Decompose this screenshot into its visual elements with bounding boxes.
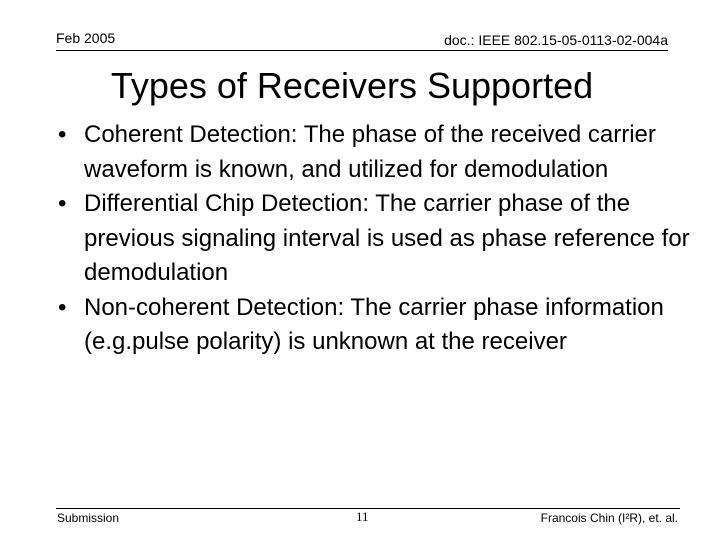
header-date: Feb 2005	[56, 30, 116, 46]
bullet-marker: •	[58, 121, 67, 148]
bullet-item	[54, 187, 694, 291]
header-divider	[56, 50, 668, 51]
bullet-item	[54, 118, 694, 187]
footer-author: Francois Chin (I²R), et. al.	[540, 511, 678, 525]
slide-title	[0, 64, 720, 108]
bullet-list	[54, 118, 694, 360]
header-doc-id: doc.: IEEE 802.15-05-0113-02-004a	[444, 32, 668, 48]
bullet-marker: •	[58, 293, 67, 321]
bullet-text: Coherent Detection: The phase of the received carrier waveform is known, and utilized for demodulation	[84, 121, 656, 183]
footer-submission: Submission	[57, 511, 120, 525]
page-number: 11	[356, 509, 369, 524]
bullet-text: Non-coherent Detection: The carrier phase information (e.g.pulse polarity) is unknown at the receiver	[84, 293, 664, 355]
bullet-item	[54, 291, 694, 360]
bullet-marker: •	[58, 190, 67, 217]
bullet-text: Differential Chip Detection: The carrier phase of the previous signaling interval is used as phase reference for demodulation	[84, 190, 690, 286]
slide-title-text: Types of Receivers Supported	[110, 65, 594, 106]
